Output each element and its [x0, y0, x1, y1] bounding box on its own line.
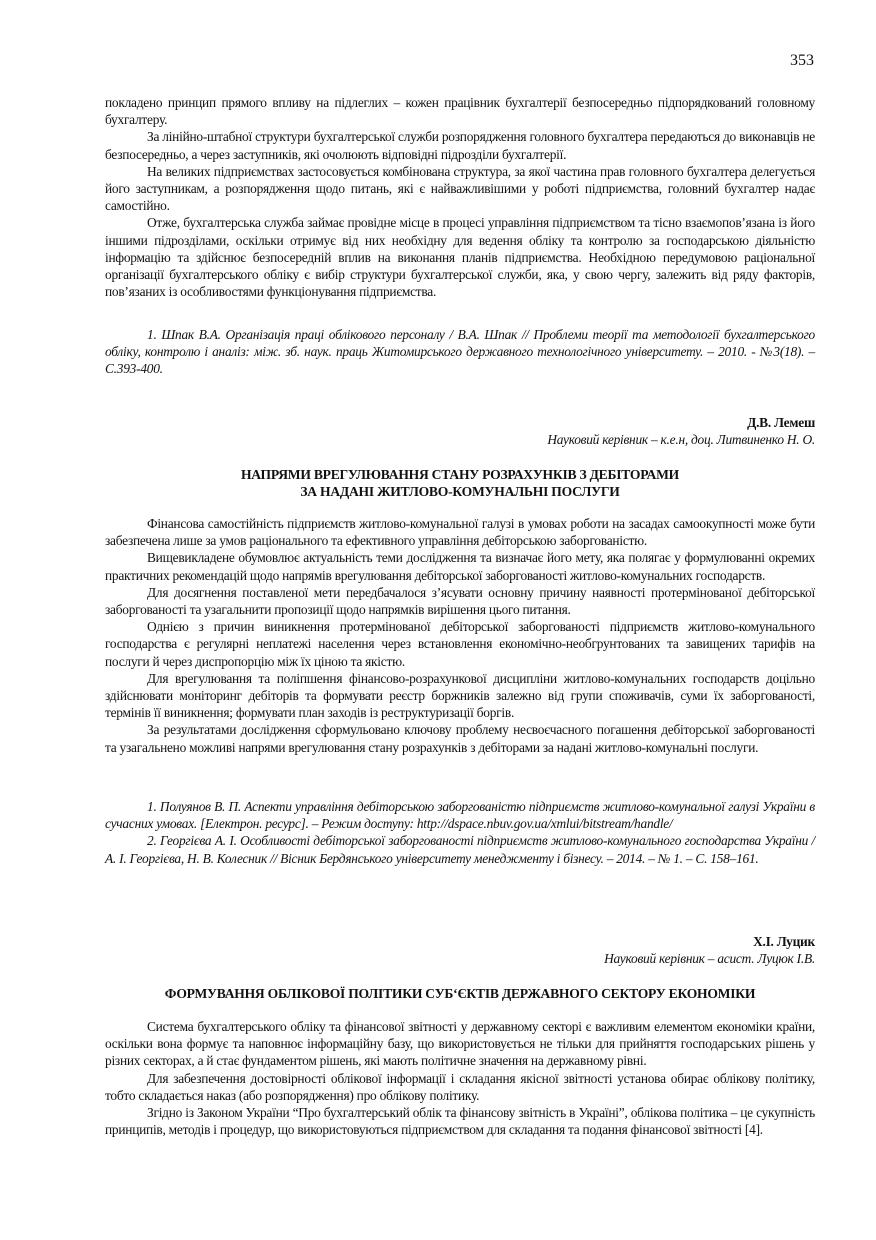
page-number: 353 [790, 52, 814, 69]
paragraph: Система бухгалтерського обліку та фінансової звітності у державному секторі є важливим елементом економіки країни, оскільки вона формує та наповнює інформаційну базу, що використовується не тільки для прийняття господарських рішень у різних секторах, а й стає фундаментом рішень, які мають політичне значення на державному рівні. [105, 1019, 815, 1069]
reference: 1. Шпак В.А. Організація праці облікового персоналу / В.А. Шпак // Проблеми теорії та методології бухгалтерського обліку, контролю і аналіз: між. зб. наук. праць Житомирського державного технологічного університету. – 2010. - №3(18). – С.393-400. [105, 327, 815, 377]
title-line: НАПРЯМИ ВРЕГУЛЮВАННЯ СТАНУ РОЗРАХУНКІВ З ДЕБІТОРАМИ [240, 467, 680, 482]
author-name: Д.В. Лемеш [747, 415, 815, 430]
paragraph: покладено принцип прямого впливу на підлеглих – кожен працівник бухгалтерії безпосередньо підпорядкований головному бухгалтеру. [105, 95, 815, 128]
section-continuation [105, 94, 815, 300]
references-2 [105, 798, 815, 867]
article-2-body [105, 515, 815, 756]
article-2-title [105, 466, 815, 500]
reference: 2. Георгієва А. І. Особливості дебіторської заборгованості підприємств житлово-комунального господарства України / А. І. Георгієва, Н. В. Колесник // Вісник Бердянського університету менеджменту і бізнесу. – 2014. – № 1. – С. 158–161. [105, 833, 815, 866]
paragraph: Вищевикладене обумовлює актуальність теми дослідження та визначає його мету, яка полягає у формулюванні окремих практичних рекомендацій щодо напрямів врегулювання дебіторської заборгованості житлово-комунальних господарств. [105, 550, 815, 583]
article-3-body [105, 1018, 815, 1138]
references-1 [105, 326, 815, 378]
title-line: ЗА НАДАНІ ЖИТЛОВО-КОМУНАЛЬНІ ПОСЛУГИ [300, 484, 620, 499]
paragraph: Згідно із Законом України “Про бухгалтерський облік та фінансову звітність в Україні”, облікова політика – це сукупність принципів, методів і процедур, що використовуються підприємством для складання та подання фінансової звітності [4]. [105, 1105, 815, 1138]
paragraph: Отже, бухгалтерська служба займає провідне місце в процесі управління підприємством та тісно взаємопов’язана із його іншими підрозділами, оскільки отримує від них необхідну для ведення обліку та контролю за господарською діяльністю інформацію та здійснює безпосередній вплив на виконання планів підприємства. Необхідною передумовою раціональної організації бухгалтерського обліку є вибір структури бухгалтерської служби, яка, у свою чергу, залежить від ряду факторів, пов’язаних із особливостями функціонування підприємства. [105, 215, 815, 300]
article-3-title [105, 985, 815, 1002]
paragraph: Однією з причин виникнення протермінованої дебіторської заборгованості підприємств житлово-комунального господарства є регулярні неплатежі населення через встановлення економічно-необгрунтованих та завищених тарифів на послуги й через диспропорцію між їх ціною та якістю. [105, 619, 815, 669]
advisor: Науковий керівник – асист. Луцюк І.В. [604, 951, 815, 967]
paragraph: На великих підприємствах застосовується комбінована структура, за якої частина прав головного бухгалтера делегується його заступникам, а розпорядження щодо питань, які є найважливішими у роботі підприємства, головний бухгалтер надає самостійно. [105, 163, 815, 214]
reference: 1. Полуянов В. П. Аспекти управління дебіторською заборгованістю підприємств житлово-комунальної галузі України в сучасних умовах. [Електрон. ресурс]. – Режим доступу: http://dspace.nbuv.gov.ua/xmlui/bitstream/handle/ [105, 799, 815, 832]
article-3-header [105, 933, 815, 967]
paragraph: Для забезпечення достовірності облікової інформації і складання якісної звітності установа обирає облікову політику, тобто складається наказ (або розпорядження) про облікову політику. [105, 1070, 815, 1103]
article-2-header [105, 414, 815, 448]
advisor: Науковий керівник – к.е.н, доц. Литвиненко Н. О. [547, 432, 815, 448]
paragraph: За лінійно-штабної структури бухгалтерської служби розпорядження головного бухгалтера передаються до виконавців не безпосередньо, а через заступників, які очолюють відповідні підрозділи бухгалтерії. [105, 129, 815, 162]
paragraph: Для врегулювання та поліпшення фінансово-розрахункової дисципліни житлово-комунальних господарств доцільно здійснювати моніторинг дебіторів та формувати реєстр боржників залежно від групи споживачів, суми їх заборгованості, термінів її виникнення; формувати план заходів із реструктуризації боргів. [105, 670, 815, 721]
author-name: Х.І. Луцик [753, 934, 815, 949]
title-line: ФОРМУВАННЯ ОБЛІКОВОЇ ПОЛІТИКИ СУБ‘ЄКТІВ ДЕРЖАВНОГО СЕКТОРУ ЕКОНОМІКИ [164, 986, 756, 1001]
paragraph: За результатами дослідження сформульовано ключову проблему несвоєчасного погашення дебіторської заборгованості та узагальнено можливі напрями врегулювання стану розрахунків з дебіторами за надані житлово-комунальні послуги. [105, 722, 815, 755]
paragraph: Фінансова самостійність підприємств житлово-комунальної галузі в умовах роботи на засадах самоокупності може бути забезпечена лише за умов раціонального та ефективного управління дебіторською заборгованістю. [105, 516, 815, 549]
paragraph: Для досягнення поставленої мети передбачалося з’ясувати основну причину наявності протермінованої дебіторської заборгованості та узагальнити пропозиції щодо напрямків вирішення цього питання. [105, 584, 815, 618]
